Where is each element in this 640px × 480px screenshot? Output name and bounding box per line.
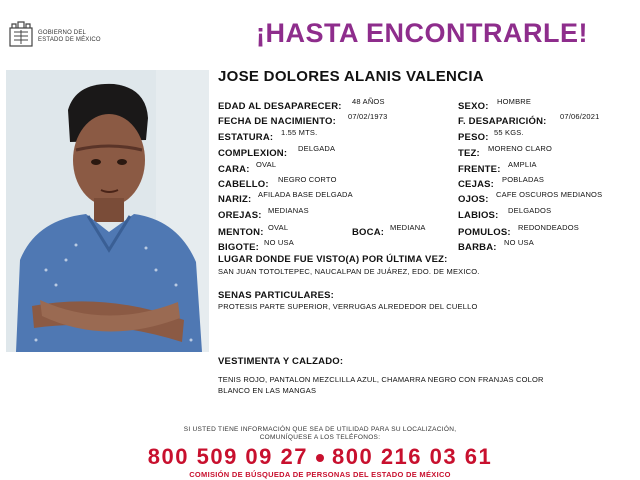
phone-number-2[interactable]: 800 216 03 61 [332,444,493,469]
field-value: MORENO CLARO [488,144,553,153]
person-name: JOSE DOLORES ALANIS VALENCIA [218,68,484,85]
field-label: POMULOS: [458,227,511,238]
field-label: ESTATURA: [218,132,274,143]
clothing-line2: BLANCO EN LAS MANGAS [218,386,317,395]
clothing-title: VESTIMENTA Y CALZADO: [218,356,344,367]
field-orejas [218,205,309,223]
separator-dot-icon [316,454,324,462]
field-label: MENTON: [218,227,264,238]
field-value: HOMBRE [497,97,532,106]
person-silhouette-icon [6,70,209,352]
field-label: OREJAS: [218,210,262,221]
field-label: SEXO: [458,101,489,112]
field-value: OVAL [256,160,277,169]
phone-number-1[interactable]: 800 509 09 27 [147,444,308,469]
field-label: BOCA: [352,227,385,238]
field-bigote [218,237,294,255]
field-label: F. DESAPARICIÓN: [458,116,547,127]
logo-text-line1: GOBIERNO DEL [38,30,87,36]
field-value: 07/06/2021 [560,112,600,121]
field-value: CAFE OSCUROS MEDIANOS [496,190,603,199]
field-label: CARA: [218,164,250,175]
footer-note-line2: COMUNÍQUESE A LOS TELÉFONOS: [259,434,381,441]
field-label: FECHA DE NACIMIENTO: [218,116,336,127]
field-value: 1.55 MTS. [281,128,318,137]
field-value: REDONDEADOS [518,223,579,232]
last-seen-title: LUGAR DONDE FUE VISTO(A) POR ÚLTIMA VEZ: [218,254,448,265]
field-value: OVAL [268,223,289,232]
field-value: NO USA [504,238,534,247]
missing-person-photo [6,70,209,352]
footer-note-line1: SI USTED TIENE INFORMACIÓN QUE SEA DE UTILIDAD PARA SU LOCALIZACIÓN, [183,426,457,433]
field-label: CEJAS: [458,179,495,190]
phone-numbers [0,444,640,470]
field-label: PESO: [458,132,489,143]
field-value: MEDIANA [390,223,426,232]
field-barba [458,237,534,255]
marks-text: PROTESIS PARTE SUPERIOR, VERRUGAS ALREDEDOR DEL CUELLO [218,302,478,311]
commission-name: COMISIÓN DE BÚSQUEDA DE PERSONAS DEL ESTADO DE MÉXICO [189,470,451,479]
field-value: MEDIANAS [268,206,309,215]
field-value: 55 KGS. [494,128,524,137]
state-logo [8,20,118,50]
field-value: AMPLIA [508,160,537,169]
field-label: OJOS: [458,194,489,205]
field-value: AFILADA BASE DELGADA [258,190,353,199]
field-label: BARBA: [458,242,497,253]
field-label: NARIZ: [218,194,252,205]
field-label: FRENTE: [458,164,501,175]
field-value: DELGADOS [508,206,552,215]
field-value: POBLADAS [502,175,545,184]
field-label: TEZ: [458,148,480,159]
field-labios [458,205,552,223]
headline: ¡HASTA ENCONTRARLE! [256,18,588,48]
marks-title: SENAS PARTICULARES: [218,290,335,301]
field-value: NO USA [264,238,294,247]
field-label: CABELLO: [218,179,269,190]
field-value: 48 AÑOS [352,97,385,106]
field-boca [352,222,426,240]
last-seen-text: SAN JUAN TOTOLTEPEC, NAUCALPAN DE JUÁREZ, EDO. DE MEXICO. [218,267,480,276]
coat-of-arms-icon [8,20,34,48]
logo-text-line2: ESTADO DE MÉXICO [38,37,101,43]
field-value: NEGRO CORTO [278,175,337,184]
clothing-line1: TENIS ROJO, PANTALON MEZCLILLA AZUL, CHAMARRA NEGRO CON FRANJAS COLOR [218,375,544,384]
field-value: 07/02/1973 [348,112,388,121]
field-value: DELGADA [298,144,336,153]
field-label: LABIOS: [458,210,499,221]
field-label: BIGOTE: [218,242,259,253]
field-label: EDAD AL DESAPARECER: [218,101,342,112]
field-label: COMPLEXION: [218,148,288,159]
